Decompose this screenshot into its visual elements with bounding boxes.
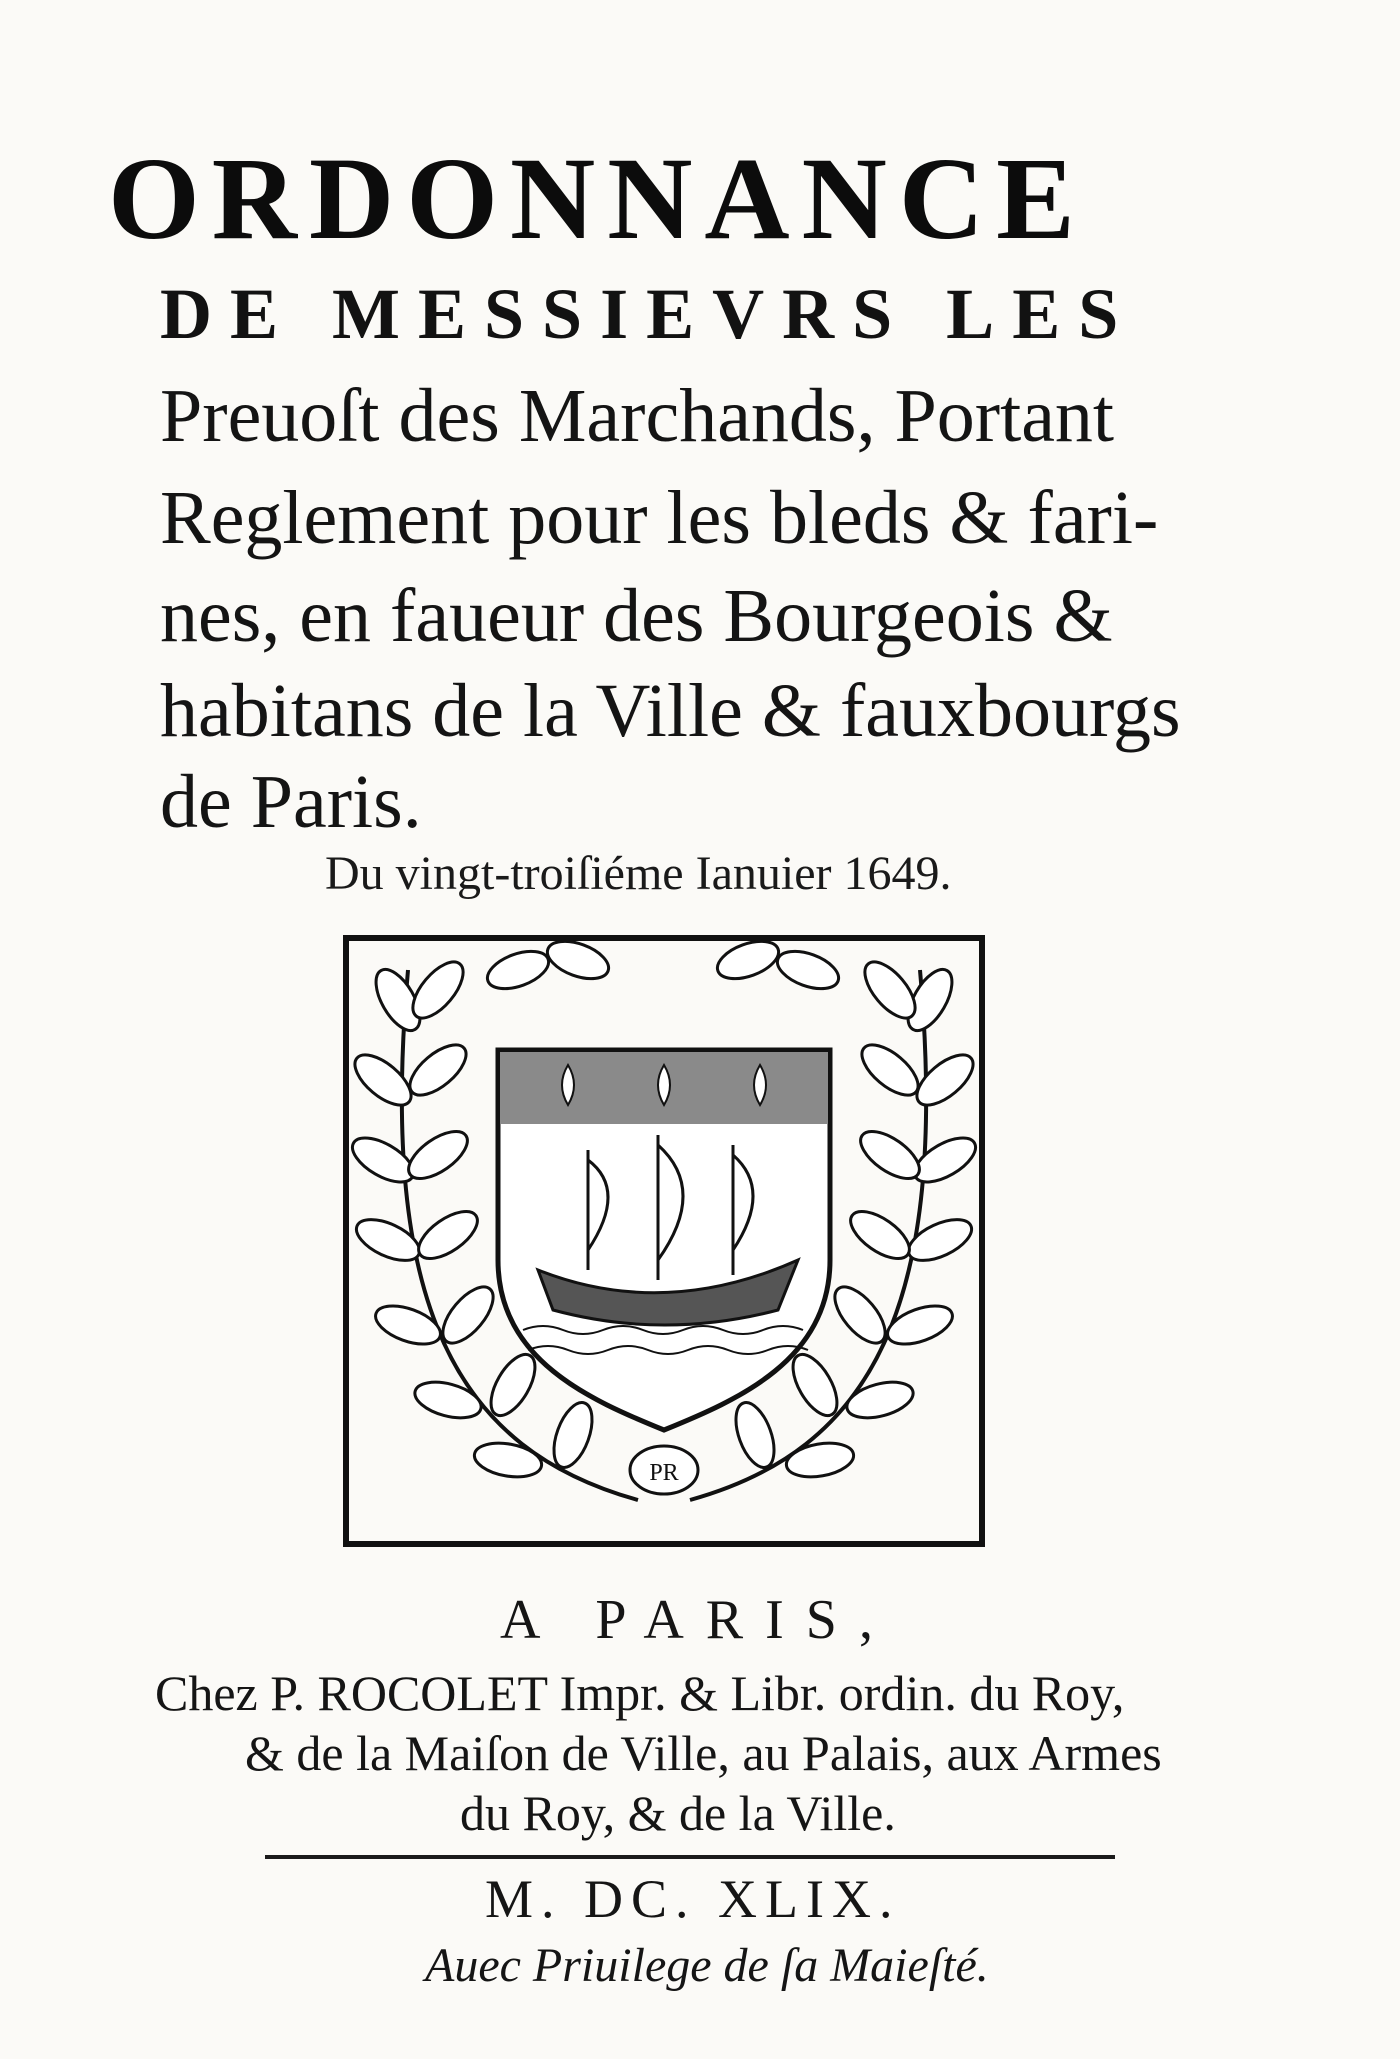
page-title: ORDONNANCE xyxy=(108,133,1087,264)
title-line-5: de Paris. xyxy=(160,760,422,844)
title-line-1: Preuoſt des Marchands, Portant xyxy=(160,374,1115,458)
paris-coat-of-arms-ship-icon xyxy=(338,930,990,1552)
issue-date: Du vingt-troiſiéme Ianuier 1649. xyxy=(325,847,952,900)
divider-rule xyxy=(265,1855,1115,1859)
publisher-line-3: du Roy, & de la Ville. xyxy=(460,1785,896,1841)
publisher-line-1: Chez P. ROCOLET Impr. & Libr. ordin. du Roy, xyxy=(155,1665,1125,1721)
imprint-place: A PARIS, xyxy=(500,1589,895,1651)
publisher-line-2: & de la Maiſon de Ville, au Palais, aux Armes xyxy=(245,1725,1162,1781)
page-subtitle: DE MESSIEVRS LES xyxy=(160,274,1137,354)
title-line-2: Reglement pour les bleds & fari- xyxy=(160,476,1159,560)
privilege-note: Auec Priuilege de ſa Maieſté. xyxy=(425,1939,989,1992)
emblem-initials: PR xyxy=(649,1460,679,1486)
publication-year: M. DC. XLIX. xyxy=(485,1869,901,1929)
title-line-4: habitans de la Ville & fauxbourgs xyxy=(160,669,1181,753)
title-line-3: nes, en faueur des Bourgeois & xyxy=(160,574,1113,658)
